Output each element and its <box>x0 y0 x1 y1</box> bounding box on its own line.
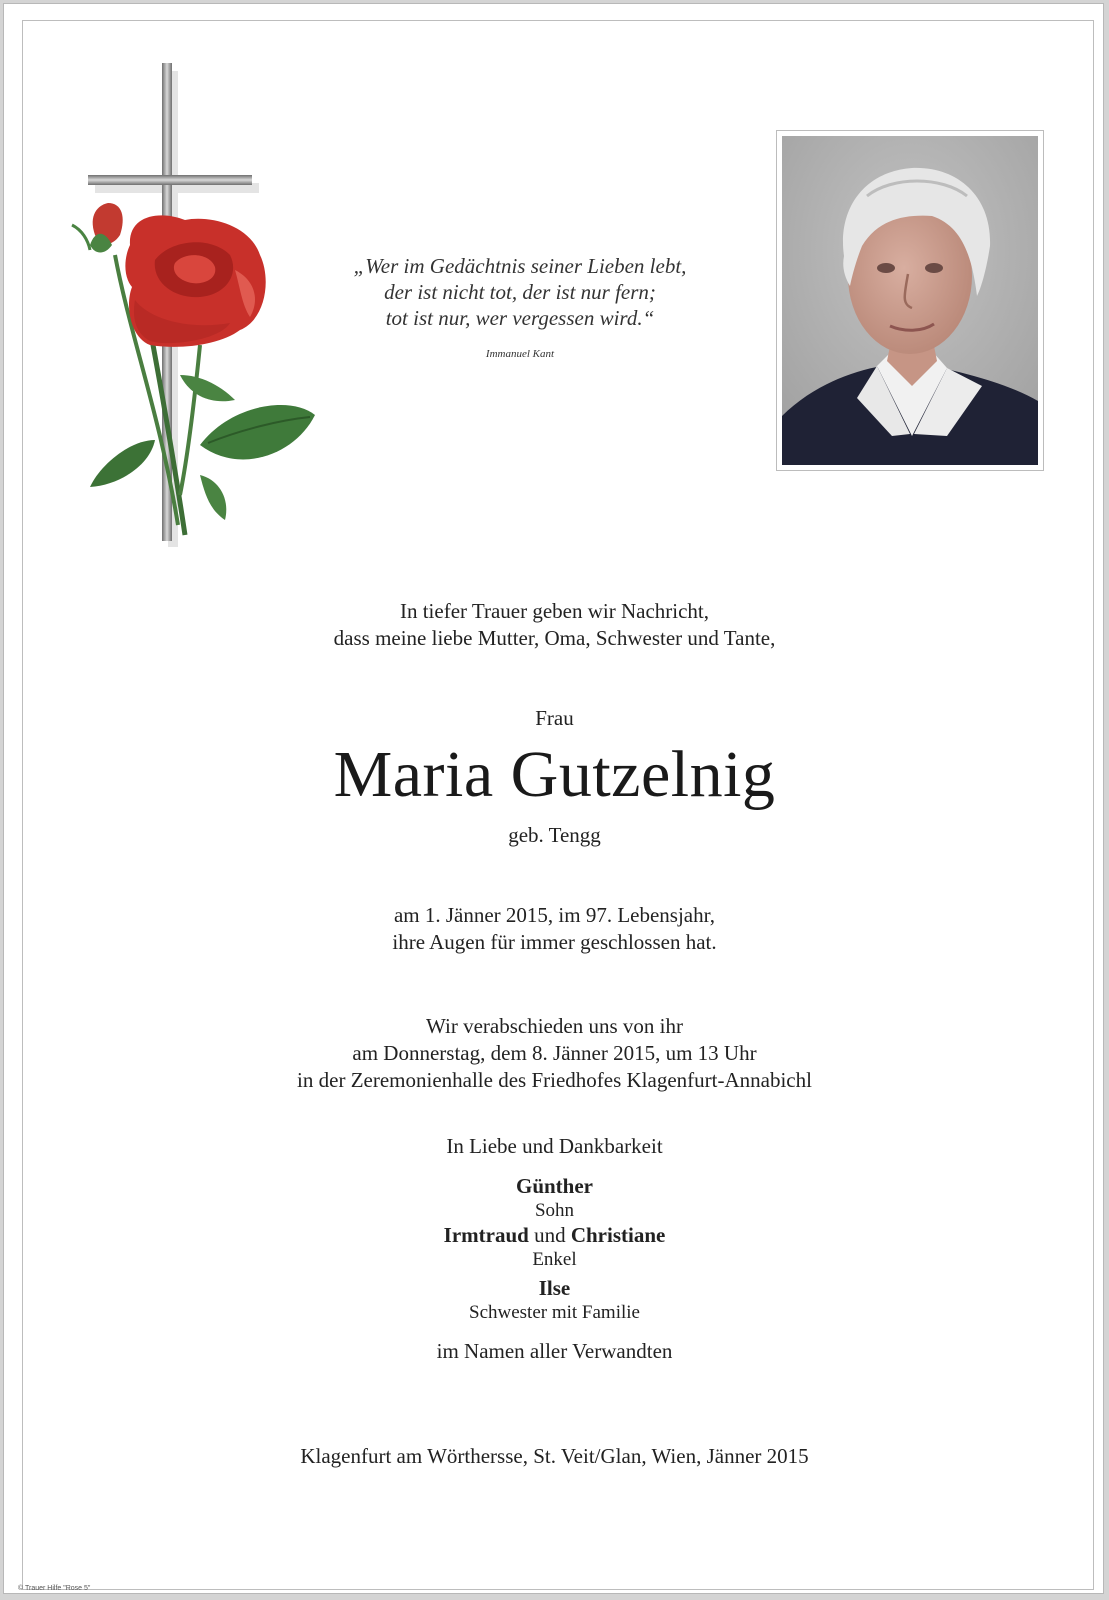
footer-note: © Trauer Hilfe "Rose 5" <box>18 1585 91 1592</box>
intro-line-1: In tiefer Trauer geben wir Nachricht, <box>399 599 710 623</box>
quote-text <box>330 253 710 331</box>
closing-line: im Namen aller Verwandten <box>436 1339 673 1363</box>
intro-text <box>0 598 1109 652</box>
farewell-line-2: am Donnerstag, dem 8. Jänner 2015, um 13 Uhr <box>352 1041 757 1065</box>
death-info <box>0 902 1109 956</box>
death-line-1: am 1. Jänner 2015, im 97. Lebensjahr, <box>393 903 716 927</box>
grandchildren-role: Enkel <box>532 1249 577 1270</box>
farewell-info <box>0 1013 1109 1094</box>
intro-line-2: dass meine liebe Mutter, Oma, Schwester und Tante, <box>333 626 776 650</box>
quote-author: Immanuel Kant <box>485 348 555 360</box>
quote-line-3: tot ist nur, wer vergessen wird.“ <box>385 306 655 330</box>
deceased-name: Maria Gutzelnig <box>333 738 776 811</box>
quote-line-2: der ist nicht tot, der ist nur fern; <box>384 280 656 304</box>
mourners-list <box>0 1173 1109 1324</box>
portrait-frame <box>776 130 1044 471</box>
son-role: Sohn <box>534 1200 575 1221</box>
cross-rose-illustration <box>60 55 330 555</box>
salutation: Frau <box>535 706 574 730</box>
mourners-heading: In Liebe und Dankbarkeit <box>446 1134 663 1158</box>
farewell-line-3: in der Zeremonienhalle des Friedhofes Klagenfurt-Annabichl <box>297 1068 812 1092</box>
grandchild-1-name: Irmtraud <box>443 1223 529 1247</box>
und-text: und <box>534 1223 566 1247</box>
son-name: Günther <box>515 1174 593 1198</box>
grandchild-2-name: Christiane <box>570 1223 666 1247</box>
sister-name: Ilse <box>538 1276 571 1300</box>
sister-role: Schwester mit Familie <box>469 1302 640 1323</box>
birth-name: geb. Tengg <box>508 823 601 847</box>
rose-flower <box>125 215 265 347</box>
farewell-line-1: Wir verabschieden uns von ihr <box>426 1014 683 1038</box>
place-date: Klagenfurt am Wörthersse, St. Veit/Glan, Wien, Jänner 2015 <box>300 1444 809 1468</box>
death-line-2: ihre Augen für immer geschlossen hat. <box>392 930 717 954</box>
portrait-photo <box>782 136 1038 465</box>
quote-line-1: „Wer im Gedächtnis seiner Lieben lebt, <box>353 254 687 278</box>
cross-horizontal-beam <box>88 175 252 185</box>
